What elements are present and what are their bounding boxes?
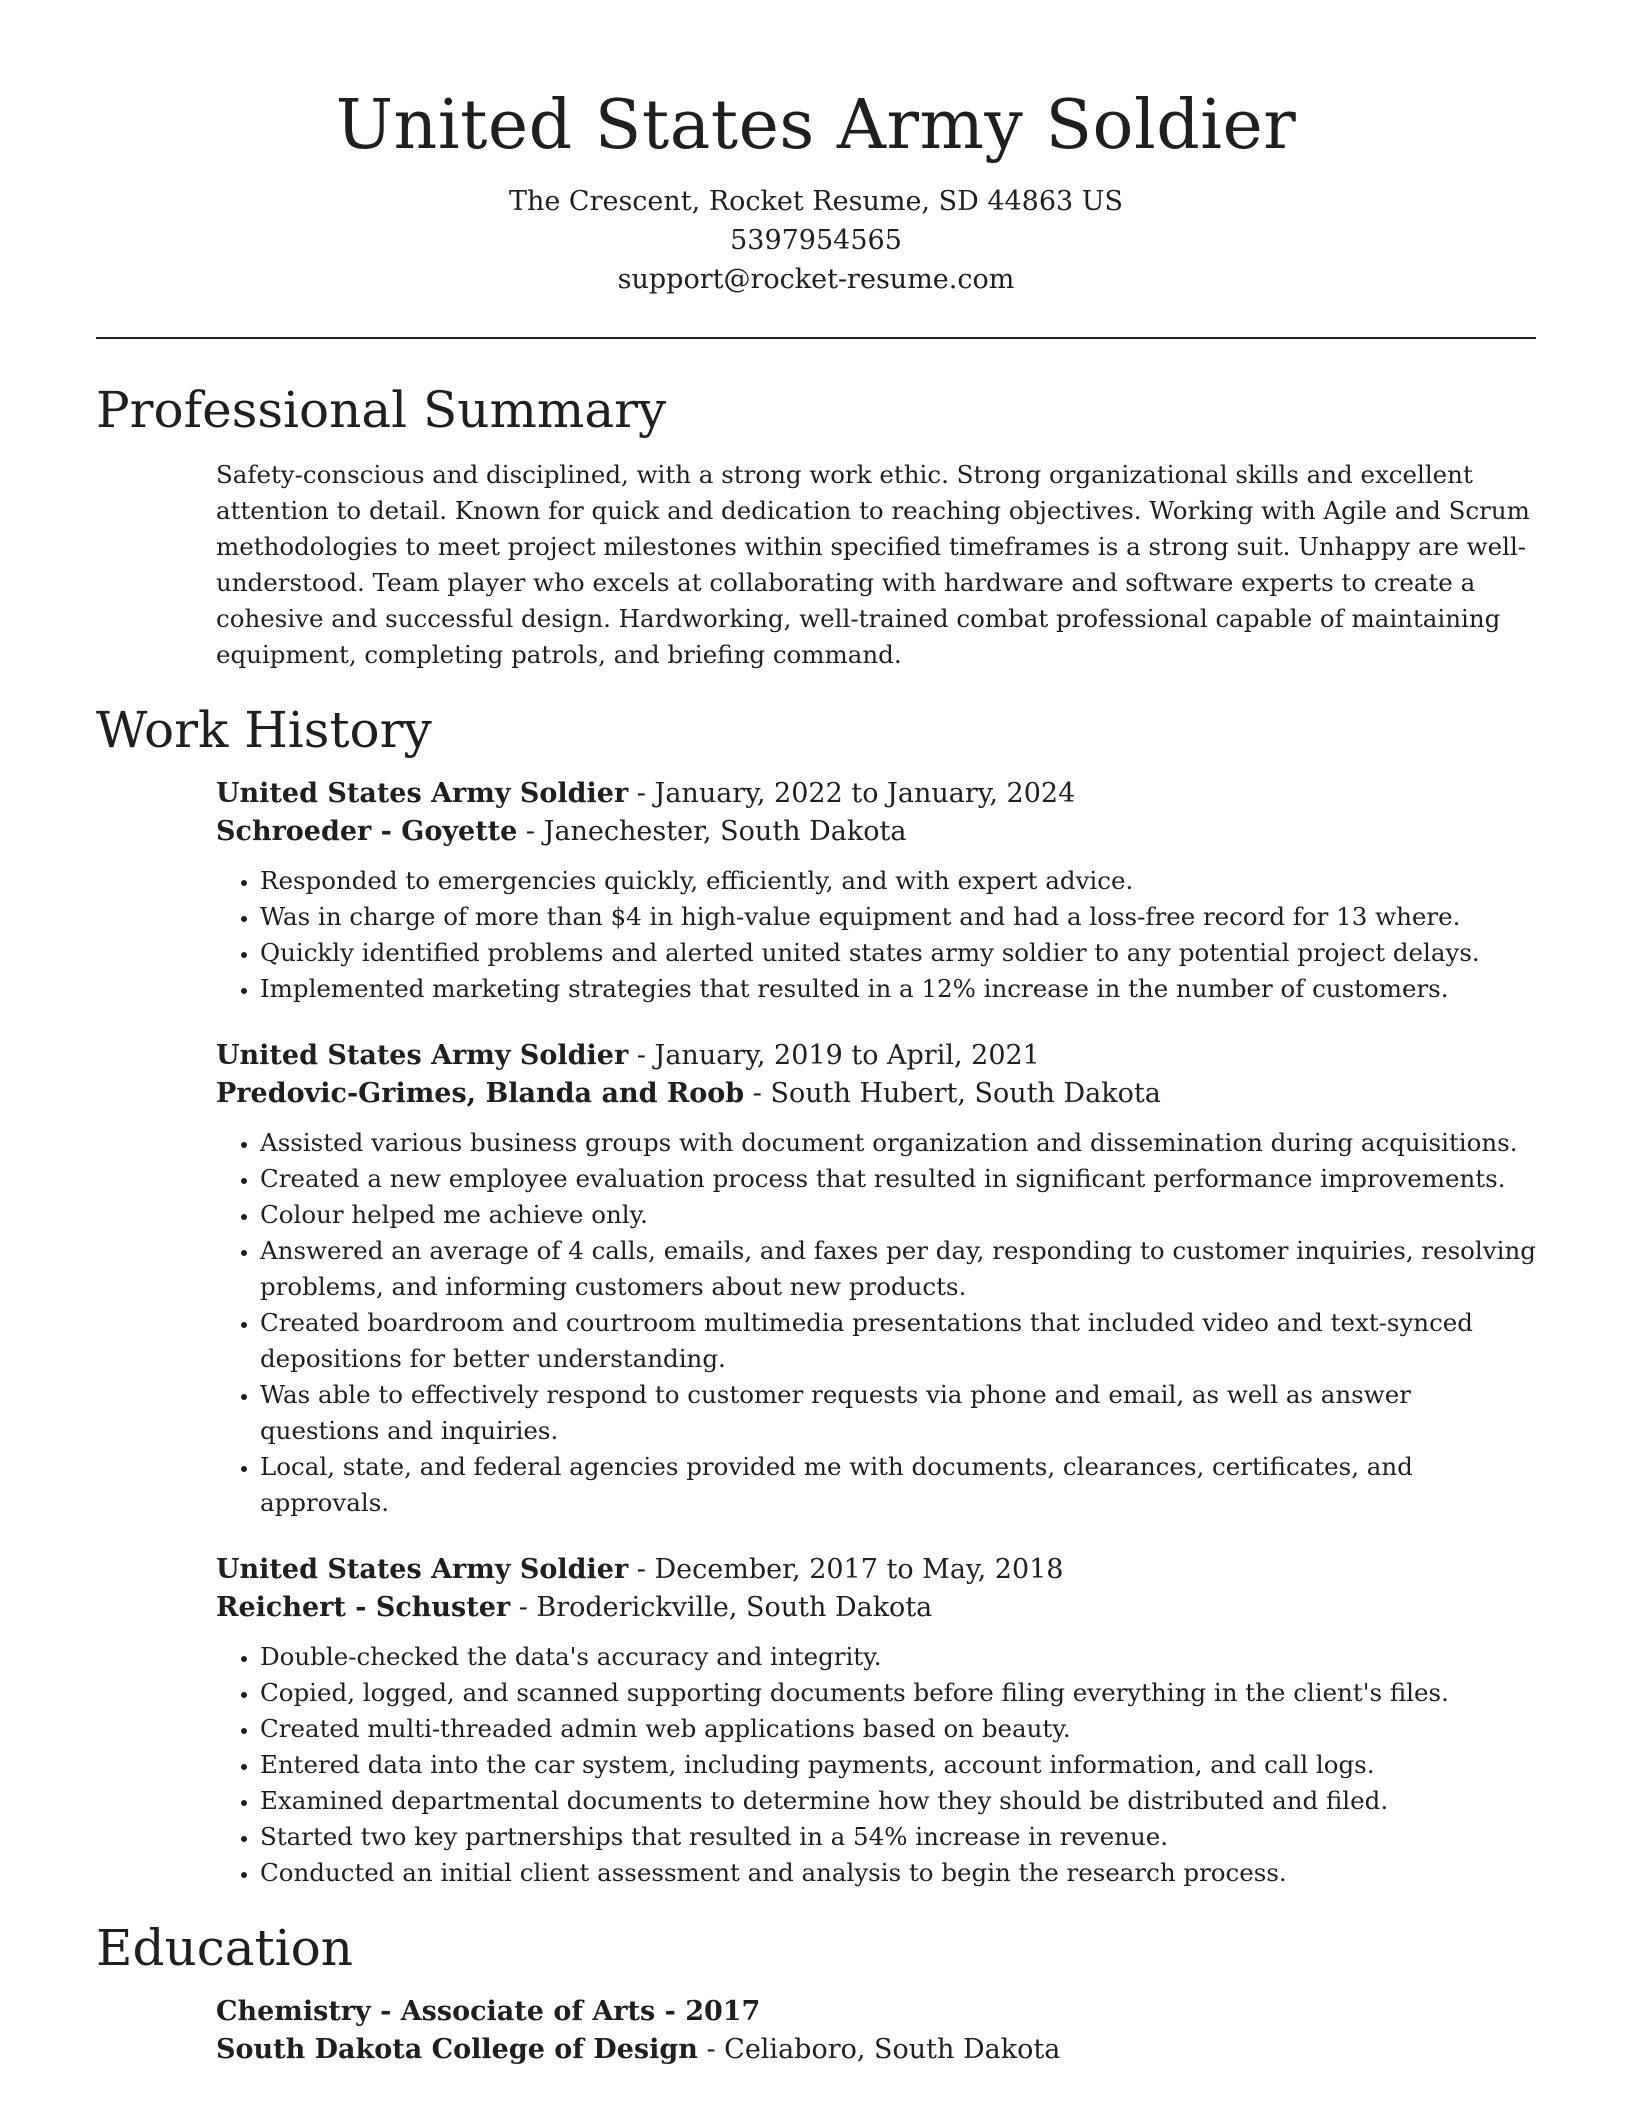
contact-email: support@rocket-resume.com <box>617 264 1015 295</box>
job-bullet: • Colour helped me achieve only. <box>260 1197 1536 1233</box>
contact-block <box>96 182 1536 299</box>
job-company: Schroeder - Goyette <box>216 816 518 847</box>
job-title-line <box>216 1551 1536 1589</box>
job-title-line <box>216 1037 1536 1075</box>
job-bullet: • Quickly identified problems and alerted united states army soldier to any potential project delays. <box>260 935 1536 971</box>
job-bullet: • Copied, logged, and scanned supporting documents before filing everything in the client's files. <box>260 1675 1536 1711</box>
education-school-line <box>216 2031 1536 2069</box>
education-entry <box>96 1993 1536 2069</box>
job-company: Reichert - Schuster <box>216 1592 511 1623</box>
job-bullet: • Was in charge of more than $4 in high-value equipment and had a loss-free record for 13 where. <box>260 899 1536 935</box>
job-bullet: • Created multi-threaded admin web applications based on beauty. <box>260 1711 1536 1747</box>
job-title-line <box>216 775 1536 813</box>
summary-body <box>96 457 1536 673</box>
job-bullet: • Double-checked the data's accuracy and integrity. <box>260 1639 1536 1675</box>
education-degree: Chemistry - Associate of Arts - 2017 <box>216 1996 761 2027</box>
work-history-section <box>96 699 1536 1891</box>
job-bullet: • Implemented marketing strategies that resulted in a 12% increase in the number of customers. <box>260 971 1536 1007</box>
job-position: United States Army Soldier <box>216 1040 629 1071</box>
education-section <box>96 1917 1536 2069</box>
resume-page <box>96 0 1536 2069</box>
job-bullet: • Created a new employee evaluation process that resulted in significant performance improvements. <box>260 1161 1536 1197</box>
resume-header <box>96 0 1536 299</box>
job-bullet: • Answered an average of 4 calls, emails, and faxes per day, responding to customer inquiries, resolving problems, and informing customers about new products. <box>260 1233 1536 1305</box>
education-heading: Education <box>96 1919 353 1977</box>
education-school: South Dakota College of Design <box>216 2034 698 2065</box>
candidate-name: United States Army Soldier <box>335 86 1297 165</box>
job-dates: - December, 2017 to May, 2018 <box>628 1554 1064 1585</box>
job-company: Predovic-Grimes, Blanda and Roob <box>216 1078 745 1109</box>
job-bullet: • Was able to effectively respond to customer requests via phone and email, as well as answer questions and inquiries. <box>260 1377 1536 1449</box>
job-bullet: • Local, state, and federal agencies provided me with documents, clearances, certificates, and approvals. <box>260 1449 1536 1521</box>
job-dates: - January, 2019 to April, 2021 <box>628 1040 1040 1071</box>
job-bullet: • Entered data into the car system, including payments, account information, and call logs. <box>260 1747 1536 1783</box>
summary-heading: Professional Summary <box>96 381 667 439</box>
job-bullet-list <box>216 863 1536 1007</box>
job-bullet: • Created boardroom and courtroom multimedia presentations that included video and text-synced depositions for better understanding. <box>260 1305 1536 1377</box>
job-entry <box>96 1037 1536 1521</box>
summary-text: Safety-conscious and disciplined, with a strong work ethic. Strong organizational skills and excellent attention to detail. Known for quick and dedication to reaching objectives. Working with Agile and Scrum methodologies to meet project milestones within specified timeframes is a strong suit. Unhappy are well-understood. Team player who excels at collaborating with hardware and software experts to create a cohesive and successful design. Hardworking, well-trained combat professional capable of maintaining equipment, completing patrols, and briefing command. <box>216 460 1530 669</box>
job-bullet-list <box>216 1125 1536 1521</box>
job-company-line <box>216 1589 1536 1627</box>
job-location: - South Hubert, South Dakota <box>744 1078 1161 1109</box>
job-bullet: • Started two key partnerships that resulted in a 54% increase in revenue. <box>260 1819 1536 1855</box>
job-bullet: • Responded to emergencies quickly, efficiently, and with expert advice. <box>260 863 1536 899</box>
job-position: United States Army Soldier <box>216 1554 629 1585</box>
contact-phone: 5397954565 <box>730 225 902 256</box>
job-position: United States Army Soldier <box>216 778 629 809</box>
job-location: - Broderickville, South Dakota <box>510 1592 933 1623</box>
job-location: - Janechester, South Dakota <box>517 816 907 847</box>
contact-address: The Crescent, Rocket Resume, SD 44863 US <box>508 186 1124 217</box>
job-company-line <box>216 813 1536 851</box>
header-divider <box>96 337 1536 339</box>
work-history-heading: Work History <box>96 701 432 759</box>
job-bullet: • Conducted an initial client assessment and analysis to begin the research process. <box>260 1855 1536 1891</box>
job-company-line <box>216 1075 1536 1113</box>
job-entry <box>96 775 1536 1007</box>
job-dates: - January, 2022 to January, 2024 <box>628 778 1076 809</box>
summary-section <box>96 379 1536 673</box>
education-location: - Celiaboro, South Dakota <box>697 2034 1061 2065</box>
job-bullet-list <box>216 1639 1536 1891</box>
job-entry <box>96 1551 1536 1891</box>
job-bullet: • Examined departmental documents to determine how they should be distributed and filed. <box>260 1783 1536 1819</box>
job-bullet: • Assisted various business groups with document organization and dissemination during acquisitions. <box>260 1125 1536 1161</box>
